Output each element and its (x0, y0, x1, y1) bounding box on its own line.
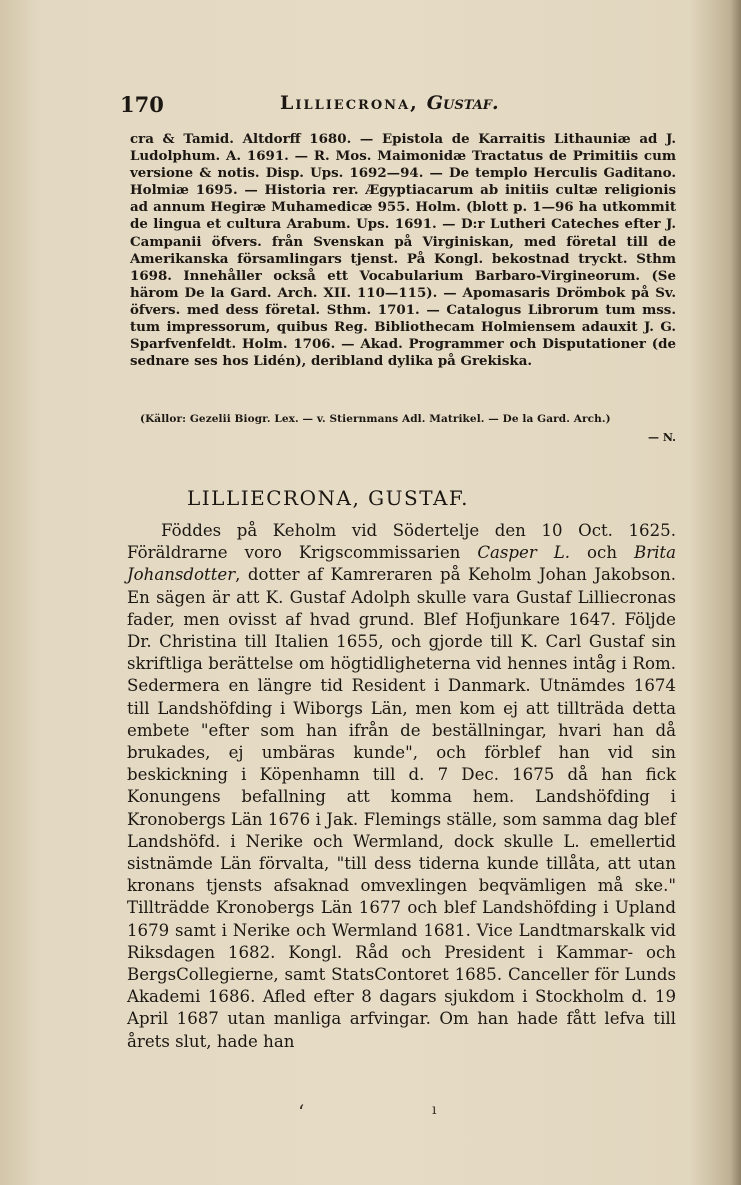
running-head-given-name: Gustaf. (426, 92, 499, 114)
bio-mother-name: Brita Johansdotter (127, 543, 676, 585)
bio-father-name: Casper L. (477, 543, 571, 563)
running-head-surname: Lilliecrona, (280, 92, 419, 114)
page-mark: ı (432, 1102, 437, 1118)
sources-line: (Källor: Gezelii Biogr. Lex. — v. Stiernmans Adl. Matrikel. — De la Gard. Arch.) (140, 413, 611, 425)
previous-entry-text: cra & Tamid. Altdorff 1680. — Epistola de Karraitis Lithauniæ ad J. Ludolphum. A. 1691. — R. Mos. Maimonidæ Tractatus de Primitiis cum versione & notis. Disp. Ups. 1692—94. — De templo Herculis Gaditano. Holmiæ 1695. — Historia rer. Ægyptiacarum ab initiis cultæ religionis ad annum Hegiræ Muhamedicæ 955. Holm. (blott p. 1—96 ha utkommit de lingua et cultura Arabum. Ups. 1691. — D:r Lutheri Cateches efter J. Campanii öfvers. från Svenskan på Virginiskan, med företal till de Amerikanska församlingars tjenst. På Kongl. bekostnad tryckt. Sthm 1698. Innehåller också ett Vocabularium Barbaro-Virgineorum. (Se härom De la Gard. Arch. XII. 110—115). — Apomasaris Drömbok på Sv. öfvers. med dess företal. Sthm. 1701. — Catalogus Librorum tum mss. tum impressorum, quibus Reg. Bibliothecam Holmiensem adauxit J. G. Sparfvenfeldt. Holm. 1706. — Akad. Programmer och Disputationer (de sednare ses hos Lidén), deribland dylika på Grekiska. (130, 131, 676, 370)
bio-part-1: Föddes på Keholm vid Södertelje den 10 Oct. 1625. Föräldrarne voro Krigscommissarien (127, 521, 676, 563)
author-signature: — N. (647, 431, 676, 444)
page-number: 170 (120, 92, 164, 117)
page-mark: ʻ (298, 1100, 305, 1124)
bio-part-2: och (570, 543, 634, 563)
entry-body (127, 520, 676, 1053)
page-header (120, 92, 680, 120)
bio-part-3: , dotter af Kamreraren på Keholm Johan Jakobson. En sägen är att K. Gustaf Adolph skulle vara Gustaf Lilliecronas fader, men ovisst af hvad grund. Blef Hofjunkare 1647. Följde Dr. Christina till Italien 1655, och gjorde till K. Carl Gustaf sin skriftliga berättelse om högtidligheterna vid hennes intåg i Rom. Sedermera en längre tid Resident i Danmark. Utnämdes 1674 till Landshöfding i Wiborgs Län, men kom ej att tillträda detta embete "efter som han ifrån de beställningar, hvari han då brukades, ej umbäras kunde", och förblef han vid sin beskickning i Köpenhamn till d. 7 Dec. 1675 då han fick Konungens befallning att komma hem. Landshöfding i Kronobergs Län 1676 i Jak. Flemings ställe, som samma dag blef Landshöfd. i Nerike och Wermland, dock skulle L. emellertid sistnämde Län förvalta, "till dess tiderna kunde tillåta, att utan kronans tjensts afsaknad omvexlingen beqvämligen må ske." Tillträdde Kronobergs Län 1677 och blef Landshöfding i Upland 1679 samt i Nerike och Wermland 1681. Vice Landtmarskalk vid Riksdagen 1682. Kongl. Råd och President i Kammar- och BergsCollegierne, samt StatsContoret 1685. Canceller för Lunds Akademi 1686. Afled efter 8 dagars sjukdom i Stockholm d. 19 April 1687 utan manliga arfvingar. Om han hade fått lefva till årets slut, hade han (127, 565, 676, 1051)
running-head (280, 92, 499, 114)
entry-title: LILLIECRONA, GUSTAF. (187, 486, 470, 510)
